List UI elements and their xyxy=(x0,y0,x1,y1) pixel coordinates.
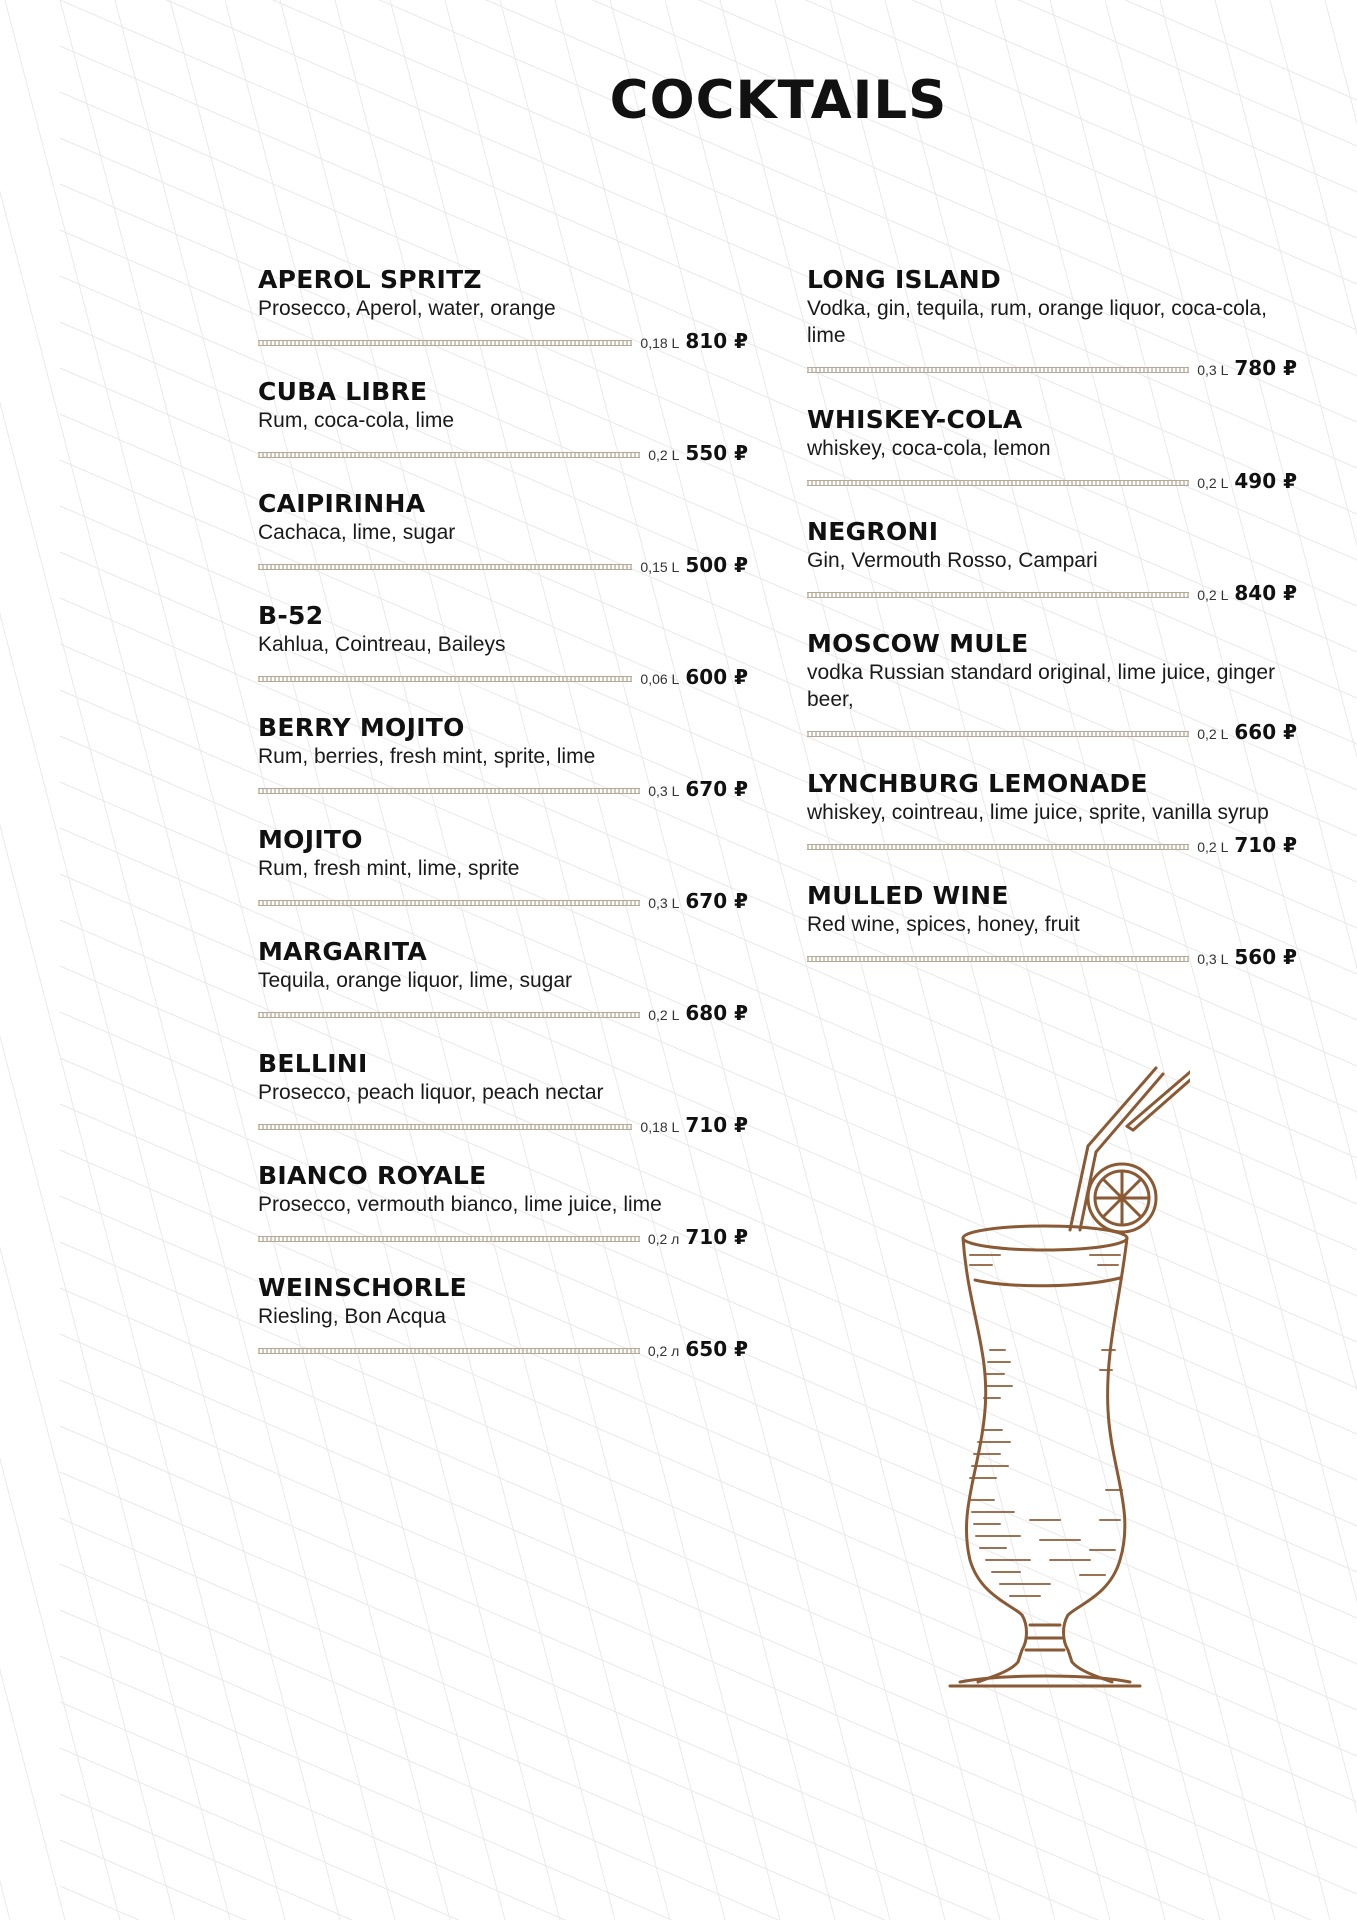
item-price: 660 ₽ xyxy=(1234,720,1297,744)
item-volume: 0,2 L xyxy=(648,1007,680,1023)
item-volume: 0,3 L xyxy=(1197,362,1229,378)
price-line xyxy=(258,1113,748,1135)
price-box xyxy=(648,1225,748,1249)
price-line xyxy=(258,665,748,687)
price-line xyxy=(807,581,1297,603)
price-box xyxy=(640,553,748,577)
item-ingredients: Gin, Vermouth Rosso, Campari xyxy=(807,549,1098,572)
item-price: 810 ₽ xyxy=(685,329,748,353)
item-volume: 0,3 L xyxy=(648,895,680,911)
price-line xyxy=(807,356,1297,378)
item-ingredients: Red wine, spices, honey, fruit xyxy=(807,913,1080,936)
item-ingredients: Prosecco, vermouth bianco, lime juice, lime xyxy=(258,1193,662,1216)
price-line xyxy=(258,1001,748,1023)
price-line xyxy=(258,553,748,575)
item-volume: 0,2 L xyxy=(1197,726,1229,742)
price-line xyxy=(807,945,1297,967)
price-line xyxy=(258,777,748,799)
cocktail-glass-icon xyxy=(930,1050,1190,1700)
dotted-leader xyxy=(258,1124,632,1130)
price-line xyxy=(807,469,1297,491)
dotted-leader xyxy=(258,1348,640,1354)
dotted-leader xyxy=(258,1012,640,1018)
item-volume: 0,2 L xyxy=(1197,587,1229,603)
price-box xyxy=(648,1001,748,1025)
item-ingredients: whiskey, coca-cola, lemon xyxy=(807,437,1051,460)
item-ingredients: vodka Russian standard original, lime juice, ginger beer, xyxy=(807,661,1276,711)
item-price: 680 ₽ xyxy=(685,1001,748,1025)
menu-item xyxy=(807,517,1297,629)
item-price: 670 ₽ xyxy=(685,889,748,913)
item-volume: 0,2 L xyxy=(1197,839,1229,855)
price-line xyxy=(258,889,748,911)
dotted-leader xyxy=(807,367,1189,373)
dotted-leader xyxy=(258,340,632,346)
menu-column-left xyxy=(258,265,748,1385)
item-name: B-52 xyxy=(258,601,324,630)
item-ingredients: Rum, berries, fresh mint, sprite, lime xyxy=(258,745,596,768)
item-name: BIANCO ROYALE xyxy=(258,1161,487,1190)
item-name: CUBA LIBRE xyxy=(258,377,428,406)
item-ingredients: Cachaca, lime, sugar xyxy=(258,521,456,544)
dotted-leader xyxy=(258,676,632,682)
item-ingredients: Rum, fresh mint, lime, sprite xyxy=(258,857,520,880)
dotted-leader xyxy=(807,480,1189,486)
item-volume: 0,15 L xyxy=(640,559,680,575)
item-price: 560 ₽ xyxy=(1234,945,1297,969)
item-price: 600 ₽ xyxy=(685,665,748,689)
price-box xyxy=(1197,581,1297,605)
menu-item xyxy=(258,713,748,825)
menu-item xyxy=(258,601,748,713)
price-line xyxy=(258,329,748,351)
item-volume: 0,2 L xyxy=(1197,475,1229,491)
item-name: LYNCHBURG LEMONADE xyxy=(807,769,1148,798)
item-volume: 0,2 л xyxy=(647,1231,680,1247)
item-name: APEROL SPRITZ xyxy=(258,265,482,294)
menu-item xyxy=(807,769,1297,881)
price-box xyxy=(640,665,748,689)
price-box xyxy=(1197,833,1297,857)
item-ingredients: Kahlua, Cointreau, Baileys xyxy=(258,633,506,656)
item-price: 500 ₽ xyxy=(685,553,748,577)
item-ingredients: Prosecco, Aperol, water, orange xyxy=(258,297,556,320)
dotted-leader xyxy=(258,1236,640,1242)
price-box xyxy=(648,777,748,801)
price-line xyxy=(258,1225,748,1247)
item-volume: 0,18 L xyxy=(640,335,680,351)
price-box xyxy=(648,889,748,913)
menu-item xyxy=(258,265,748,377)
menu-item xyxy=(807,629,1297,769)
item-price: 550 ₽ xyxy=(685,441,748,465)
page-title: COCKTAILS xyxy=(609,70,948,131)
menu-item xyxy=(258,377,748,489)
dotted-leader xyxy=(258,788,640,794)
item-volume: 0,3 L xyxy=(648,783,680,799)
item-price: 490 ₽ xyxy=(1234,469,1297,493)
dotted-leader xyxy=(807,731,1189,737)
price-line xyxy=(807,720,1297,742)
item-volume: 0,2 л xyxy=(647,1343,680,1359)
price-box xyxy=(1197,720,1297,744)
price-line xyxy=(258,1337,748,1359)
item-name: MOSCOW MULE xyxy=(807,629,1029,658)
item-volume: 0,18 L xyxy=(640,1119,680,1135)
price-box xyxy=(648,1337,748,1361)
menu-item xyxy=(258,825,748,937)
dotted-leader xyxy=(807,844,1189,850)
menu-item xyxy=(258,1273,748,1385)
item-ingredients: Prosecco, peach liquor, peach nectar xyxy=(258,1081,604,1104)
item-name: MARGARITA xyxy=(258,937,428,966)
item-price: 840 ₽ xyxy=(1234,581,1297,605)
item-ingredients: whiskey, cointreau, lime juice, sprite, vanilla syrup xyxy=(807,801,1269,824)
item-name: MULLED WINE xyxy=(807,881,1009,910)
item-name: BELLINI xyxy=(258,1049,368,1078)
dotted-leader xyxy=(258,564,632,570)
item-name: MOJITO xyxy=(258,825,363,854)
price-line xyxy=(258,441,748,463)
price-line xyxy=(807,833,1297,855)
item-volume: 0,2 L xyxy=(648,447,680,463)
menu-column-right xyxy=(807,265,1297,993)
price-box xyxy=(640,329,748,353)
item-name: WHISKEY-COLA xyxy=(807,405,1023,434)
item-ingredients: Vodka, gin, tequila, rum, orange liquor, coca-cola, lime xyxy=(807,297,1267,347)
menu-item xyxy=(258,1049,748,1161)
item-price: 710 ₽ xyxy=(685,1113,748,1137)
item-ingredients: Riesling, Bon Acqua xyxy=(258,1305,446,1328)
item-name: BERRY MOJITO xyxy=(258,713,465,742)
item-name: LONG ISLAND xyxy=(807,265,1001,294)
menu-item xyxy=(807,405,1297,517)
item-name: WEINSCHORLE xyxy=(258,1273,467,1302)
menu-item xyxy=(258,489,748,601)
price-box xyxy=(1197,945,1297,969)
menu-item xyxy=(258,937,748,1049)
item-price: 710 ₽ xyxy=(685,1225,748,1249)
price-box xyxy=(1197,469,1297,493)
dotted-leader xyxy=(807,956,1189,962)
price-box xyxy=(648,441,748,465)
menu-item xyxy=(807,881,1297,993)
item-price: 710 ₽ xyxy=(1234,833,1297,857)
price-box xyxy=(1197,356,1297,380)
item-price: 670 ₽ xyxy=(685,777,748,801)
dotted-leader xyxy=(258,452,640,458)
item-name: CAIPIRINHA xyxy=(258,489,426,518)
menu-item xyxy=(258,1161,748,1273)
menu-item xyxy=(807,265,1297,405)
item-ingredients: Rum, coca-cola, lime xyxy=(258,409,455,432)
item-price: 780 ₽ xyxy=(1234,356,1297,380)
item-volume: 0,06 L xyxy=(640,671,680,687)
item-volume: 0,3 L xyxy=(1197,951,1229,967)
dotted-leader xyxy=(807,592,1189,598)
price-box xyxy=(640,1113,748,1137)
item-ingredients: Tequila, orange liquor, lime, sugar xyxy=(258,969,573,992)
item-price: 650 ₽ xyxy=(685,1337,748,1361)
dotted-leader xyxy=(258,900,640,906)
item-name: NEGRONI xyxy=(807,517,939,546)
